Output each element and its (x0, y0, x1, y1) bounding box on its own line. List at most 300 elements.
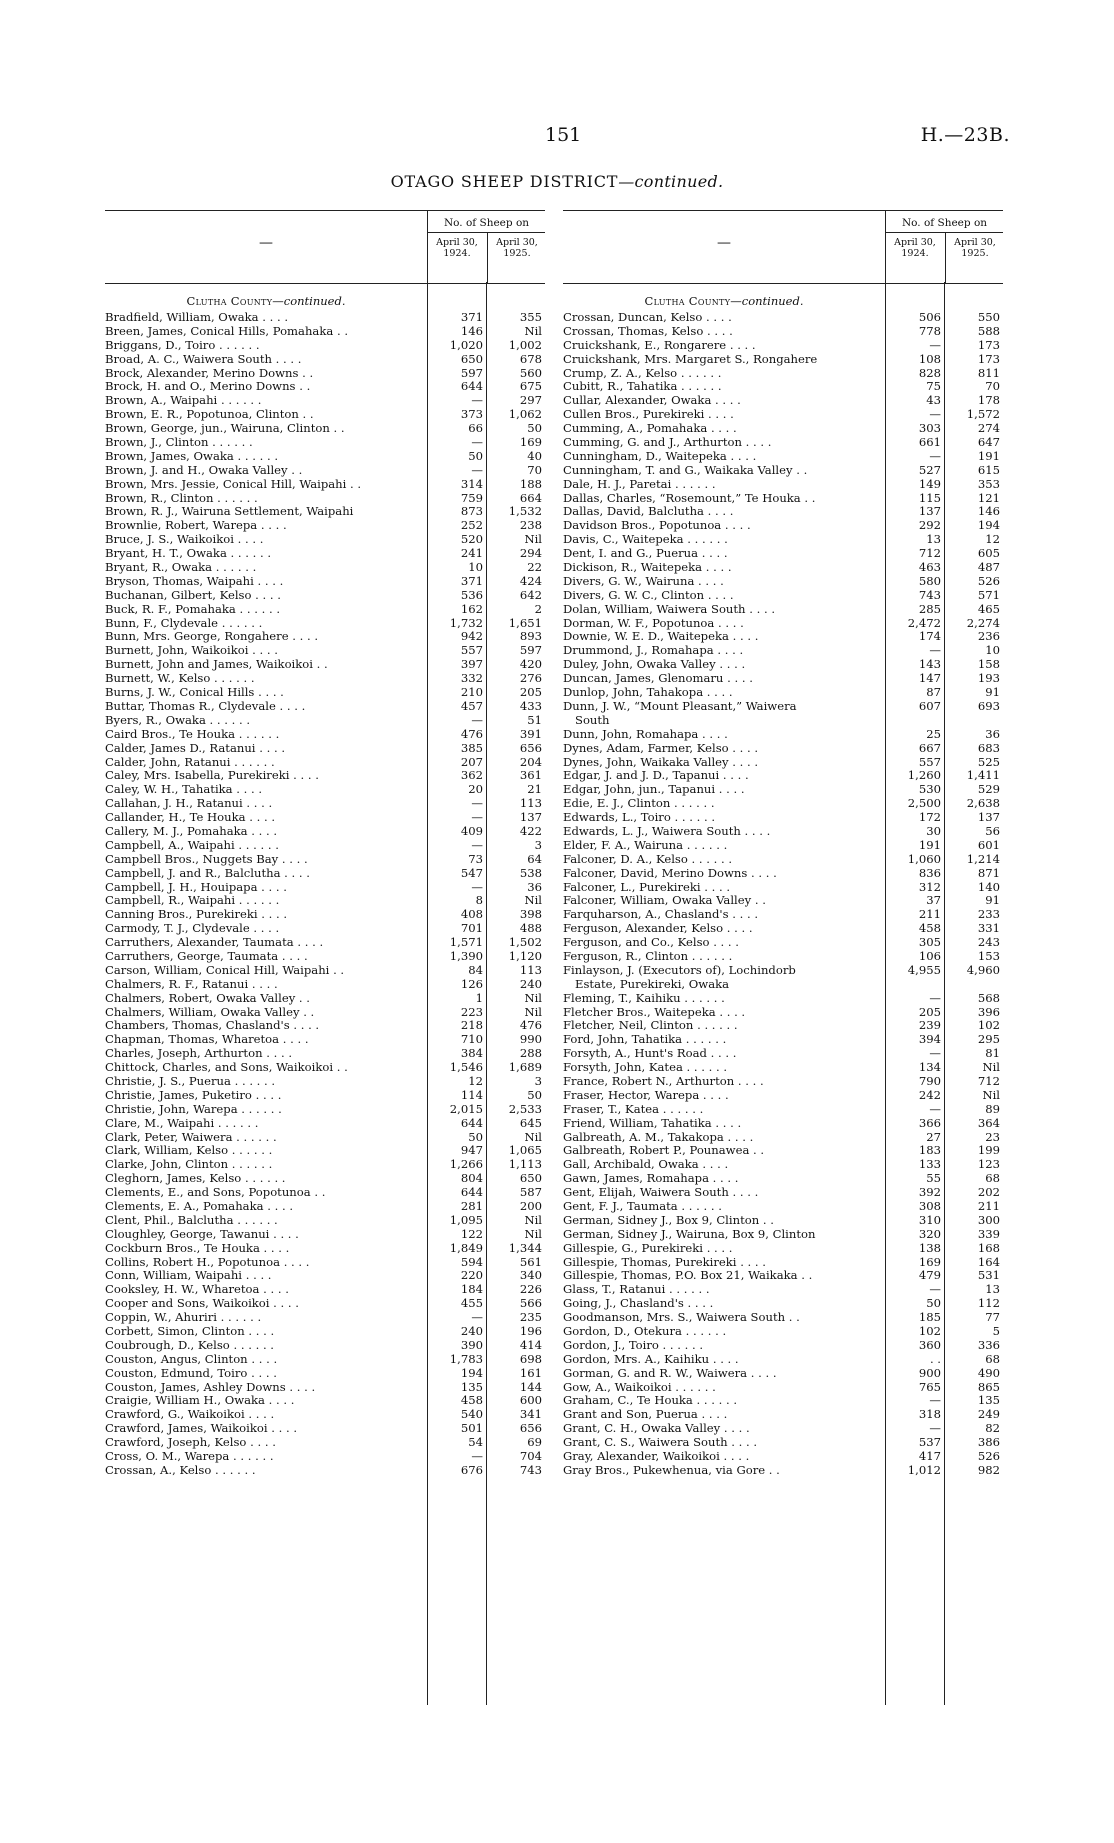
owner-name: Gawn, James, Romahapa . . . . (563, 1172, 739, 1186)
table-row (563, 1325, 1003, 1339)
sheep-count-1924: 1,095 (449, 1212, 483, 1227)
sheep-count-1925: 173 (977, 337, 1000, 352)
owner-name: Brownlie, Robert, Warepa . . . . (105, 519, 287, 533)
table-row (105, 978, 545, 992)
title-main: OTAGO SHEEP DISTRICT (390, 172, 619, 191)
table-row (563, 353, 1003, 367)
owner-name: Grant and Son, Puerua . . . . (563, 1408, 728, 1422)
table-row (105, 1047, 545, 1061)
sheep-count-1925: 526 (977, 1449, 1000, 1464)
sheep-count-1925: 23 (985, 1129, 1000, 1144)
sheep-count-1925: 2 (534, 601, 542, 616)
sheep-count-1924: 184 (460, 1282, 483, 1297)
owner-name: Chambers, Thomas, Chasland's . . . . (105, 1019, 320, 1033)
table-row (563, 1256, 1003, 1270)
sheep-count-1924: 310 (918, 1212, 941, 1227)
table-row (563, 1450, 1003, 1464)
table-row (105, 756, 545, 770)
sheep-count-1924: 37 (926, 893, 941, 908)
sheep-count-1925: 158 (977, 657, 1000, 672)
table-row (105, 1006, 545, 1020)
table-row (105, 478, 545, 492)
owner-name: Chalmers, Robert, Owaka Valley . . (105, 991, 310, 1005)
sheep-count-1925: 571 (977, 587, 1000, 602)
table-row (563, 380, 1003, 394)
sheep-count-1924: — (471, 393, 483, 408)
sheep-count-1924: — (471, 1449, 483, 1464)
header-name-column: — (259, 235, 273, 251)
owner-name: Bryant, H. T., Owaka . . . . . . (105, 547, 272, 561)
sheep-count-1925: 487 (977, 560, 1000, 575)
sheep-count-1924: 527 (918, 462, 941, 477)
owner-name: Friend, William, Tahatika . . . . (563, 1116, 742, 1130)
table-row (105, 728, 545, 742)
owner-name: Graham, C., Te Houka . . . . . . (563, 1394, 738, 1408)
sheep-count-1925: 422 (519, 823, 542, 838)
table-row (105, 325, 545, 339)
header-sheep-group (427, 211, 545, 283)
table-row (563, 311, 1003, 325)
sheep-count-1924: 106 (918, 948, 941, 963)
sheep-count-1925: 355 (519, 310, 542, 324)
owner-name: Callahan, J. H., Ratanui . . . . (105, 797, 273, 811)
sheep-count-1924: — (929, 337, 941, 352)
sheep-count-1925: 1,113 (508, 1157, 542, 1172)
table-row (105, 1353, 545, 1367)
owner-name: Cunningham, D., Waitepeka . . . . (563, 449, 757, 463)
owner-name: Buchanan, Gilbert, Kelso . . . . (105, 588, 281, 602)
table-row (563, 936, 1003, 950)
sheep-count-1924: — (929, 407, 941, 422)
sheep-count-1924: 536 (460, 587, 483, 602)
table-row (563, 1186, 1003, 1200)
table-row (563, 1061, 1003, 1075)
sheep-count-1924: 900 (918, 1365, 941, 1380)
sheep-count-1924: 172 (918, 810, 941, 825)
owner-name: Edgar, J. and J. D., Tapanui . . . . (563, 769, 749, 783)
sheep-count-1925: 21 (527, 782, 542, 797)
owner-name: Clent, Phil., Balclutha . . . . . . (105, 1213, 278, 1227)
owner-name: Brown, J. and H., Owaka Valley . . (105, 463, 303, 477)
sheep-count-1924: — (929, 1101, 941, 1116)
owner-name: Brock, Alexander, Merino Downs . . (105, 366, 314, 380)
table-row (563, 505, 1003, 519)
sheep-count-1924: 133 (918, 1157, 941, 1172)
sheep-count-1925: 64 (527, 851, 542, 866)
owner-name: Falconer, William, Owaka Valley . . (563, 894, 766, 908)
sheep-count-1925: 288 (519, 1046, 542, 1061)
sheep-count-1924: 765 (918, 1379, 941, 1394)
table-row (105, 1436, 545, 1450)
owner-name: Cruickshank, E., Rongarere . . . . (563, 338, 756, 352)
owner-name: Dallas, Charles, “Rosemount,” Te Houka . . (563, 491, 816, 505)
table-row (563, 1269, 1003, 1283)
sheep-count-1924: 644 (460, 1115, 483, 1130)
owner-name: Brown, E. R., Popotunoa, Clinton . . (105, 408, 314, 422)
sheep-count-1924: 210 (460, 685, 483, 700)
sheep-count-1925: 560 (519, 365, 542, 380)
sheep-count-1924: 20 (468, 782, 483, 797)
sheep-count-1925: 50 (527, 421, 542, 436)
sheep-count-1925: 153 (977, 948, 1000, 963)
sheep-count-1925: 386 (977, 1435, 1000, 1450)
owner-name: Cumming, A., Pomahaka . . . . (563, 422, 737, 436)
sheep-count-1925: 538 (519, 865, 542, 880)
sheep-count-1924: 457 (460, 698, 483, 713)
sheep-count-1925: 300 (977, 1212, 1000, 1227)
table-row (105, 561, 545, 575)
sheep-count-1924: 2,015 (449, 1101, 483, 1116)
table-row (563, 533, 1003, 547)
owner-name: Ferguson, and Co., Kelso . . . . (563, 936, 739, 950)
table-row (563, 1117, 1003, 1131)
owner-name: Corbett, Simon, Clinton . . . . (105, 1325, 275, 1339)
sheep-count-1925: 550 (977, 310, 1000, 324)
sheep-count-1924: 185 (918, 1310, 941, 1325)
owner-name: Chalmers, R. F., Ratanui . . . . (105, 977, 278, 991)
table-body (563, 311, 1003, 1478)
sheep-count-1925: 69 (527, 1435, 542, 1450)
sheep-count-1924: — (929, 1421, 941, 1436)
table-row (563, 1367, 1003, 1381)
sheep-count-1924: 661 (918, 435, 941, 450)
owner-name: Gray Bros., Pukewhenua, via Gore . . (563, 1463, 780, 1477)
sheep-count-1925: 91 (985, 893, 1000, 908)
sheep-count-1925: 391 (519, 726, 542, 741)
sheep-count-1925: Nil (524, 893, 542, 908)
sheep-count-1925: 205 (519, 685, 542, 700)
table-row (563, 922, 1003, 936)
sheep-count-1924: 220 (460, 1268, 483, 1283)
owner-name: Fraser, T., Katea . . . . . . (563, 1102, 704, 1116)
sheep-count-1925: 164 (977, 1254, 1000, 1269)
sheep-count-1924: — (929, 1046, 941, 1061)
table-row (563, 728, 1003, 742)
table-row (105, 1103, 545, 1117)
sheep-count-1924: — (929, 1393, 941, 1408)
sheep-count-1925: 656 (519, 740, 542, 755)
sheep-count-1924: 30 (926, 823, 941, 838)
sheep-count-1924: 50 (926, 1296, 941, 1311)
owner-name: Dallas, David, Balclutha . . . . (563, 505, 734, 519)
sheep-count-1925: 13 (985, 1282, 1000, 1297)
owner-name: Cullar, Alexander, Owaka . . . . (563, 394, 741, 408)
sheep-count-1925: 4,960 (966, 962, 1000, 977)
sheep-count-1924: — (471, 435, 483, 450)
sheep-count-1925: 191 (977, 448, 1000, 463)
table-row (105, 1019, 545, 1033)
sheep-count-1924: 318 (918, 1407, 941, 1422)
owner-name: Brown, R. J., Wairuna Settlement, Waipahi (105, 505, 354, 519)
sheep-count-1925: 243 (977, 935, 1000, 950)
sheep-count-1925: 77 (985, 1310, 1000, 1325)
sheep-count-1924: 303 (918, 421, 941, 436)
sheep-count-1924: 701 (460, 921, 483, 936)
sheep-count-1925: Nil (524, 532, 542, 547)
owner-name: Buttar, Thomas R., Clydevale . . . . (105, 699, 306, 713)
sheep-count-1924: — (929, 448, 941, 463)
sheep-count-1925: 70 (527, 462, 542, 477)
sheep-count-1924: 73 (468, 851, 483, 866)
owner-name: Crossan, Duncan, Kelso . . . . (563, 311, 732, 324)
table-row (563, 992, 1003, 1006)
sheep-count-1925: 704 (519, 1449, 542, 1464)
sheep-count-1925: 525 (977, 754, 1000, 769)
owner-name: Fleming, T., Kaihiku . . . . . . (563, 991, 725, 1005)
owner-name: Crossan, Thomas, Kelso . . . . (563, 324, 733, 338)
owner-name: Dunlop, John, Tahakopa . . . . (563, 686, 733, 700)
owner-name: Callander, H., Te Houka . . . . (105, 811, 276, 825)
owner-name: Clements, E., and Sons, Popotunoa . . (105, 1186, 326, 1200)
owner-name: Burnett, John, Waikoikoi . . . . (105, 644, 278, 658)
table-row (105, 603, 545, 617)
table-row (563, 1394, 1003, 1408)
sheep-count-1925: 650 (519, 1171, 542, 1186)
sheep-count-1925: 568 (977, 990, 1000, 1005)
sheep-count-1925: 331 (977, 921, 1000, 936)
owner-name: South (575, 713, 610, 727)
sheep-count-1924: 530 (918, 782, 941, 797)
owner-name: Gow, A., Waikoikoi . . . . . . (563, 1380, 716, 1394)
table-row (563, 867, 1003, 881)
owner-name: Carmody, T. J., Clydevale . . . . (105, 922, 280, 936)
header-sheep-group (885, 211, 1003, 283)
table-row (105, 617, 545, 631)
section-heading (563, 294, 885, 308)
table-row (105, 1186, 545, 1200)
table-row (105, 1450, 545, 1464)
sheep-count-1925: 743 (519, 1462, 542, 1477)
table-row (105, 1172, 545, 1186)
sheep-count-1924: 607 (918, 698, 941, 713)
table-row (105, 450, 545, 464)
sheep-count-1924: 1,266 (449, 1157, 483, 1172)
sheep-count-1924: 312 (918, 879, 941, 894)
sheep-count-1924: 1,260 (907, 768, 941, 783)
table-row (563, 1144, 1003, 1158)
table-row (105, 825, 545, 839)
owner-name: Callery, M. J., Pomahaka . . . . (105, 824, 278, 838)
sheep-count-1924: 12 (468, 1073, 483, 1088)
table-row (105, 672, 545, 686)
owner-name: Edwards, L. J., Waiwera South . . . . (563, 824, 771, 838)
sheep-count-1925: 295 (977, 1032, 1000, 1047)
sheep-count-1924: 43 (926, 393, 941, 408)
sheep-count-1925: 597 (519, 643, 542, 658)
sheep-count-1925: 361 (519, 768, 542, 783)
sheep-count-1925: 36 (527, 879, 542, 894)
sheep-count-1925: 68 (985, 1171, 1000, 1186)
owner-name: Cooksley, H. W., Wharetoa . . . . (105, 1283, 289, 1297)
table-row (105, 1144, 545, 1158)
owner-name: Elder, F. A., Wairuna . . . . . . (563, 838, 728, 852)
sheep-count-1925: 81 (985, 1046, 1000, 1061)
table-row (563, 853, 1003, 867)
sheep-count-1925: 112 (977, 1296, 1000, 1311)
owner-name: Downie, W. E. D., Waitepeka . . . . (563, 630, 759, 644)
owner-name: Breen, James, Conical Hills, Pomahaka . . (105, 324, 349, 338)
sheep-count-1925: 82 (985, 1421, 1000, 1436)
owner-name: Burnett, W., Kelso . . . . . . (105, 672, 255, 686)
table-row (105, 1242, 545, 1256)
sheep-count-1925: 490 (977, 1365, 1000, 1380)
section-heading (105, 294, 427, 308)
sheep-count-1925: 1,062 (508, 407, 542, 422)
table-row (105, 547, 545, 561)
table-row (563, 1381, 1003, 1395)
table-row (105, 1297, 545, 1311)
owner-name: Caley, W. H., Tahatika . . . . (105, 783, 263, 797)
sheep-count-1924: 137 (918, 504, 941, 519)
table-row (563, 464, 1003, 478)
sheep-count-1925: 3 (534, 837, 542, 852)
sheep-count-1924: 305 (918, 935, 941, 950)
sheep-count-1925: 276 (519, 671, 542, 686)
sheep-count-1924: 1,571 (449, 935, 483, 950)
owner-name: Bryant, R., Owaka . . . . . . (105, 561, 257, 575)
sheep-count-1925: 526 (977, 573, 1000, 588)
owner-name: Brown, R., Clinton . . . . . . (105, 491, 258, 505)
sheep-count-1925: Nil (524, 990, 542, 1005)
owner-name: Canning Bros., Purekireki . . . . (105, 908, 288, 922)
sheep-count-1924: 385 (460, 740, 483, 755)
owner-name: Caird Bros., Te Houka . . . . . . (105, 727, 280, 741)
sheep-count-1924: 1,732 (449, 615, 483, 630)
owner-name: Going, J., Chasland's . . . . (563, 1297, 714, 1311)
sheep-count-1924: 547 (460, 865, 483, 880)
sheep-count-1925: 188 (519, 476, 542, 491)
sheep-count-1925: Nil (982, 1060, 1000, 1075)
owner-name: France, Robert N., Arthurton . . . . (563, 1074, 764, 1088)
table-row (105, 1394, 545, 1408)
sheep-count-1924: 594 (460, 1254, 483, 1269)
sheep-count-1925: 204 (519, 754, 542, 769)
table-row (105, 519, 545, 533)
sheep-count-1924: 873 (460, 504, 483, 519)
sheep-count-1924: 149 (918, 476, 941, 491)
sheep-count-1925: 5 (992, 1324, 1000, 1339)
sheep-count-1924: 207 (460, 754, 483, 769)
sheep-count-1925: 70 (985, 379, 1000, 394)
owner-name: Dunn, John, Romahapa . . . . (563, 727, 728, 741)
owner-name: Christie, John, Warepa . . . . . . (105, 1102, 282, 1116)
sheep-count-1924: — (471, 796, 483, 811)
owner-name: Chalmers, William, Owaka Valley . . (105, 1005, 315, 1019)
table-row (563, 1339, 1003, 1353)
sheep-count-1925: 647 (977, 435, 1000, 450)
table-row (563, 1131, 1003, 1145)
sheep-count-1925: 398 (519, 907, 542, 922)
owner-name: Couston, Angus, Clinton . . . . (105, 1352, 278, 1366)
sheep-count-1924: 397 (460, 657, 483, 672)
sheep-count-1924: 371 (460, 310, 483, 324)
sheep-count-1924: 390 (460, 1337, 483, 1352)
table-row (563, 1033, 1003, 1047)
owner-name: Gordon, Mrs. A., Kaihiku . . . . (563, 1352, 739, 1366)
sheep-count-1925: 40 (527, 448, 542, 463)
table-row (563, 700, 1003, 714)
sheep-count-1925: 698 (519, 1351, 542, 1366)
sheep-count-1924: 126 (460, 976, 483, 991)
sheep-count-1924: 50 (468, 448, 483, 463)
sheep-count-1925: 50 (527, 1087, 542, 1102)
table-row (105, 1381, 545, 1395)
table-row (563, 1172, 1003, 1186)
sheep-count-1924: 55 (926, 1171, 941, 1186)
table-row (563, 1422, 1003, 1436)
owner-name: Cross, O. M., Warepa . . . . . . (105, 1450, 274, 1464)
sheep-count-1924: 10 (468, 560, 483, 575)
owner-name: Dolan, William, Waiwera South . . . . (563, 602, 776, 616)
owner-name: Crossan, A., Kelso . . . . . . (105, 1463, 256, 1477)
table-row (563, 408, 1003, 422)
table-row (105, 1269, 545, 1283)
table-row (105, 811, 545, 825)
sheep-count-1924: 1,546 (449, 1060, 483, 1075)
owner-name: Edie, E. J., Clinton . . . . . . (563, 797, 715, 811)
owner-name: Estate, Purekireki, Owaka (575, 977, 730, 991)
section-county: Clutha County (186, 294, 273, 308)
table-row (105, 853, 545, 867)
sheep-count-1924: 947 (460, 1143, 483, 1158)
sheep-count-1925: 168 (977, 1240, 1000, 1255)
sheep-count-1924: 384 (460, 1046, 483, 1061)
table-row (105, 1408, 545, 1422)
owner-name: Davis, C., Waitepeka . . . . . . (563, 533, 728, 547)
sheep-count-1925: 424 (519, 573, 542, 588)
sheep-count-1925: 566 (519, 1296, 542, 1311)
table-row (563, 1103, 1003, 1117)
sheep-count-1925: 294 (519, 546, 542, 561)
sheep-count-1925: 811 (977, 365, 1000, 380)
owner-name: Cloughley, George, Tawanui . . . . (105, 1227, 299, 1241)
header-col-1924: April 30, 1924. (436, 237, 478, 259)
owner-name: Grant, C. H., Owaka Valley . . . . (563, 1422, 750, 1436)
table-row (563, 714, 1003, 728)
table-row (563, 839, 1003, 853)
owner-name: German, Sidney J., Wairuna, Box 9, Clinton (563, 1227, 816, 1241)
owner-name: Cleghorn, James, Kelso . . . . . . (105, 1172, 286, 1186)
owner-name: Brown, Mrs. Jessie, Conical Hill, Waipahi . . (105, 477, 362, 491)
owner-name: Gillespie, G., Purekireki . . . . (563, 1241, 733, 1255)
sheep-count-1925: 990 (519, 1032, 542, 1047)
sheep-count-1925: 123 (977, 1157, 1000, 1172)
sheep-count-1925: Nil (524, 1226, 542, 1241)
sheep-count-1925: Nil (524, 1004, 542, 1019)
sheep-count-1925: 12 (985, 532, 1000, 547)
sheep-count-1924: 252 (460, 518, 483, 533)
sheep-count-1924: 147 (918, 671, 941, 686)
owner-name: Chittock, Charles, and Sons, Waikoikoi . . (105, 1061, 348, 1075)
owner-name: Crawford, Joseph, Kelso . . . . (105, 1436, 276, 1450)
table-row (563, 894, 1003, 908)
sheep-count-1924: 778 (918, 323, 941, 338)
owner-name: Clements, E. A., Pomahaka . . . . (105, 1200, 294, 1213)
table-row (563, 1075, 1003, 1089)
sheep-count-1924: — (471, 712, 483, 727)
sheep-count-1925: 1,502 (508, 935, 542, 950)
table-row (563, 394, 1003, 408)
sheep-count-1925: 336 (977, 1337, 1000, 1352)
owner-name: Gent, Elijah, Waiwera South . . . . (563, 1186, 759, 1200)
owner-name: Buck, R. F., Pomahaka . . . . . . (105, 602, 281, 616)
sheep-count-1924: 240 (460, 1324, 483, 1339)
sheep-count-1925: 1,214 (966, 851, 1000, 866)
table-row (105, 783, 545, 797)
table-row (105, 1339, 545, 1353)
table-row (563, 1408, 1003, 1422)
owner-name: Bunn, F., Clydevale . . . . . . (105, 616, 263, 630)
